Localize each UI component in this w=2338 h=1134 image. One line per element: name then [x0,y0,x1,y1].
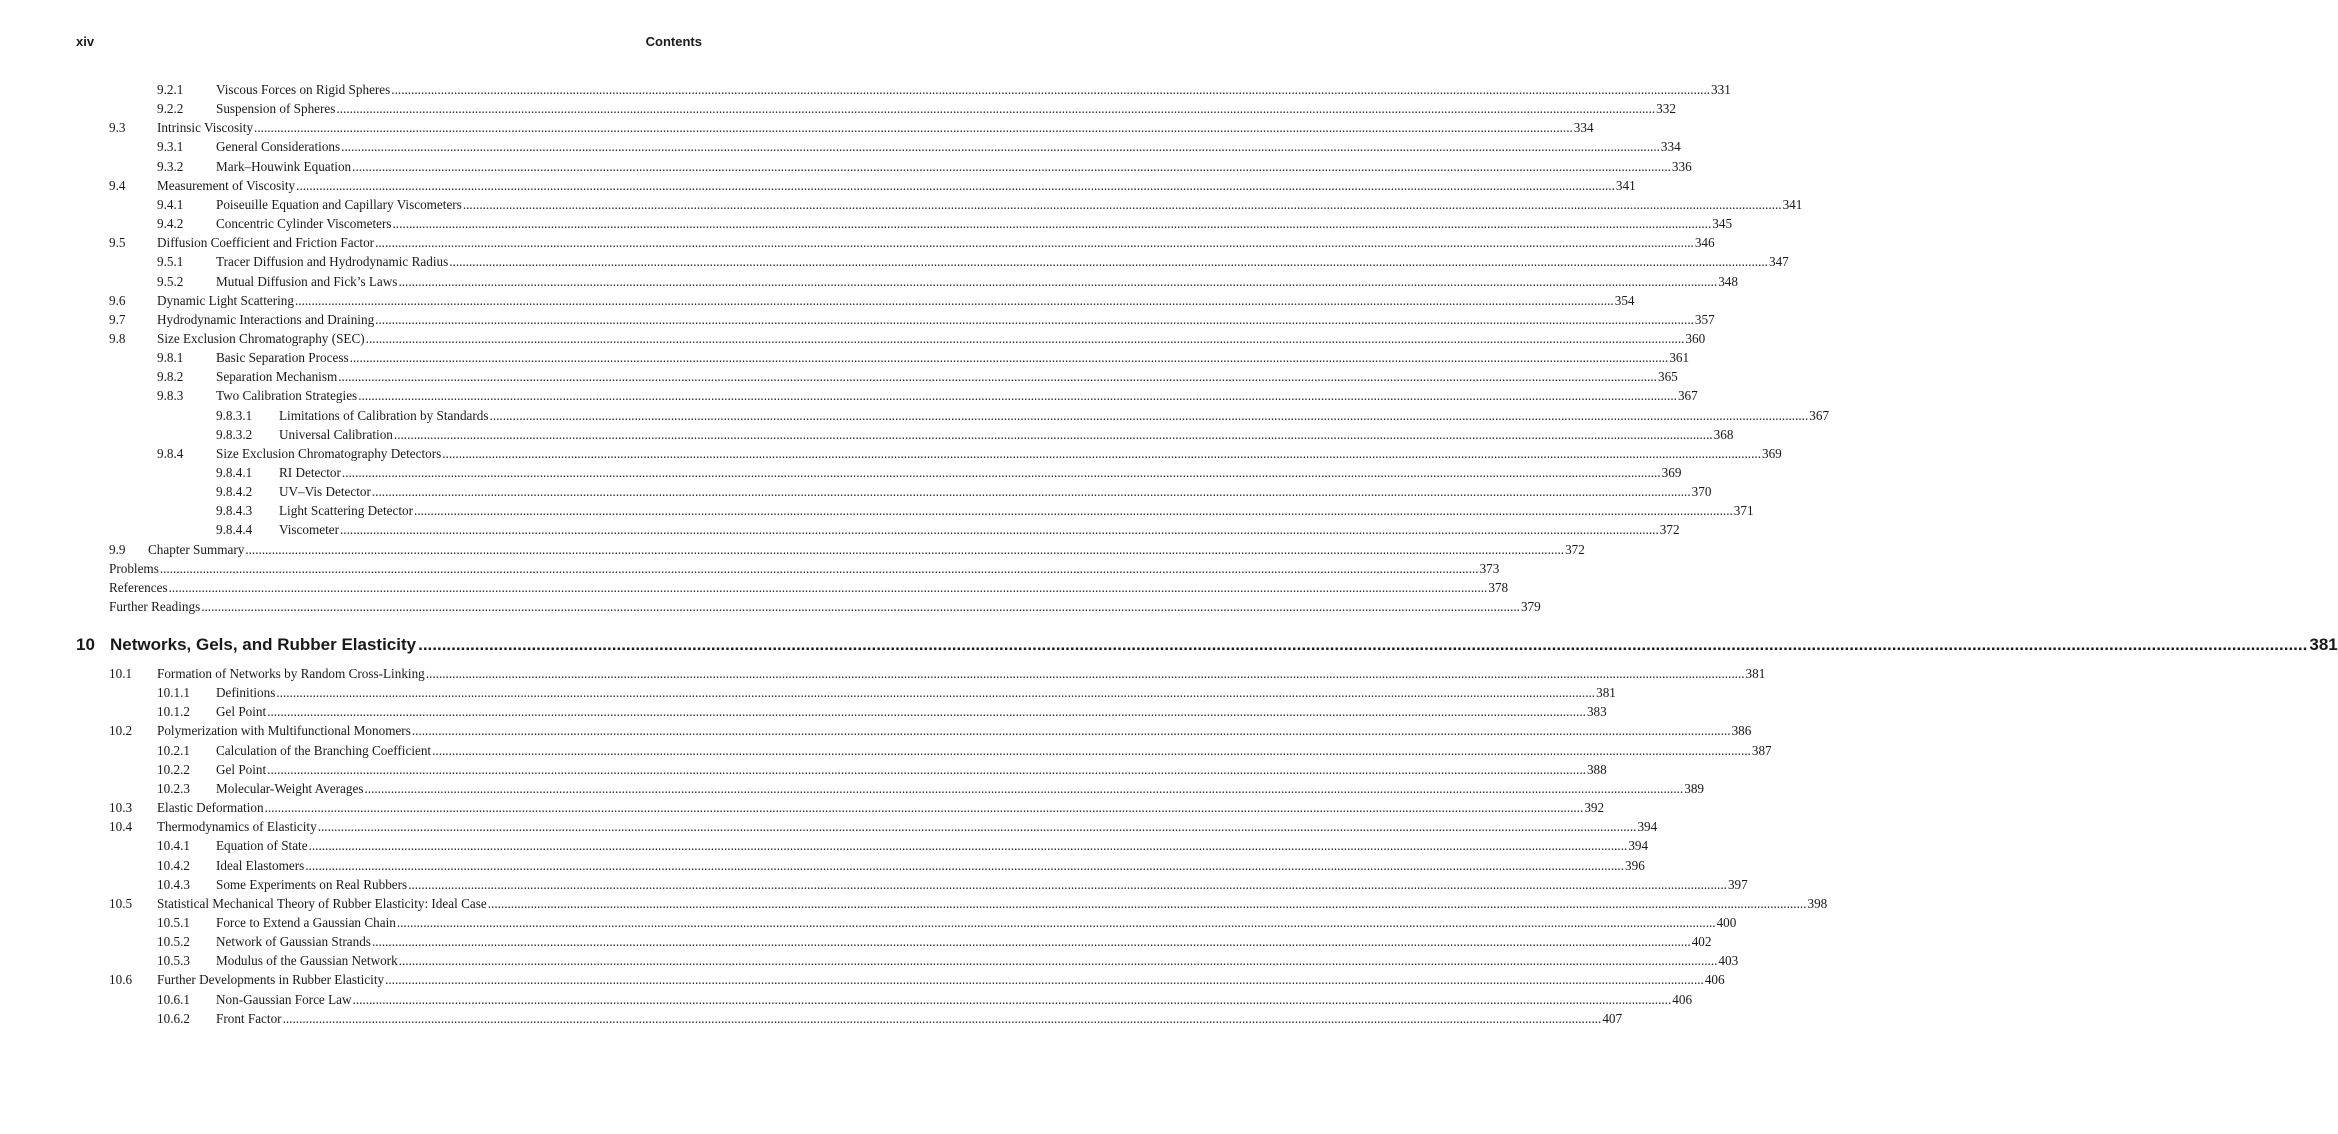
page-number-ref: 372 [1565,541,1585,557]
section-title: Problems [109,560,159,576]
toc-entry[interactable] [0,894,1828,913]
entry-leader [157,329,1706,348]
section-number: 10.2 [109,723,133,739]
dot-leader: ................................................................................................................................................................................................................................................................................................................................................................................................................ [305,857,1624,873]
section-number: 9.4.1 [157,196,184,212]
section-number: 9.8 [109,330,126,346]
entry-leader [216,348,1690,367]
dot-leader: ................................................................................................................................................................................................................................................................................................................................................................................................................ [462,196,1782,212]
chapter-number: 10 [76,635,95,654]
page-number-ref: 371 [1733,503,1754,519]
toc-entry[interactable] [0,683,1616,702]
page-number-ref: 397 [1727,876,1748,892]
dot-leader: ................................................................................................................................................................................................................................................................................................................................................................................................................ [371,484,1691,500]
dot-leader: ................................................................................................................................................................................................................................................................................................................................................................................................................ [296,177,1615,193]
section-number: 10.5 [109,895,133,911]
toc-entry[interactable] [0,578,1509,597]
entry-leader [216,99,1676,118]
toc-entry[interactable] [0,875,1748,894]
page-number-ref: 370 [1691,484,1712,500]
section-title: RI Detector [279,465,341,480]
dot-leader: ................................................................................................................................................................................................................................................................................................................................................................................................................ [308,838,1628,854]
toc-entry[interactable] [0,856,1645,875]
entry-leader [157,798,1605,817]
page-number-ref: 378 [1488,579,1509,595]
entry-leader [157,664,1766,683]
page-number-ref: 367 [1809,407,1830,423]
section-number: 9.3.1 [157,139,184,155]
page-number-ref: 403 [1718,953,1739,969]
section-title: Limitations of Calibration by Standards [279,407,489,423]
entry-leader [216,386,1698,405]
toc-entry[interactable] [0,501,1754,520]
dot-leader: ................................................................................................................................................................................................................................................................................................................................................................................................................ [442,445,1761,461]
section-number: 9.2.2 [157,101,184,117]
entry-leader [157,291,1635,310]
page-number-ref: 386 [1731,723,1752,739]
section-title: Size Exclusion Chromatography Detectors [216,445,442,461]
dot-leader: ................................................................................................................................................................................................................................................................................................................................................................................................................ [267,704,1586,720]
entry-leader [279,425,1734,444]
entry-leader [157,721,1752,740]
section-title: Measurement of Viscosity [157,177,296,193]
page-number-ref: 368 [1713,426,1734,442]
section-number: 10.2.1 [157,742,190,758]
section-title: Statistical Mechanical Theory of Rubber Elasticity: Ideal Case [157,895,487,911]
page-number-ref: 387 [1751,742,1772,758]
page-number-ref: 334 [1573,120,1594,136]
section-number: 9.8.4.4 [216,522,253,538]
entry-leader [216,951,1739,970]
entry-leader [216,272,1738,291]
entry-leader [216,913,1737,932]
entry-leader [216,214,1733,233]
toc-entry[interactable] [0,463,1682,482]
running-title: Contents [645,34,702,49]
page-number-ref: 406 [1672,991,1693,1007]
page-number-ref: 383 [1586,704,1607,720]
dot-leader: ................................................................................................................................................................................................................................................................................................................................................................................................................ [432,742,1751,758]
dot-leader: ................................................................................................................................................................................................................................................................................................................................................................................................................ [254,120,1573,136]
toc-entry[interactable] [0,233,1715,252]
section-number: 10.6 [109,972,133,988]
section-number: 9.9 [109,541,126,557]
section-title: Further Developments in Rubber Elasticity [157,972,385,988]
page-number-ref: 372 [1659,522,1680,538]
entry-leader [109,578,1509,597]
entry-leader [216,741,1772,760]
page-number-ref: 400 [1716,914,1737,930]
entry-leader [216,367,1678,386]
entry-leader [216,683,1616,702]
dot-leader: ................................................................................................................................................................................................................................................................................................................................................................................................................ [411,723,1731,739]
section-number: 9.8.4.2 [216,484,253,500]
section-number: 9.8.4.3 [216,503,253,519]
toc-entry[interactable] [0,348,1690,367]
dot-leader: ................................................................................................................................................................................................................................................................................................................................................................................................................ [282,1010,1602,1026]
page-number-ref: 365 [1657,369,1678,385]
toc-entry[interactable] [0,559,1500,578]
page-number-ref: 406 [1704,972,1725,988]
section-number: 9.2.1 [157,82,184,97]
dot-leader: ................................................................................................................................................................................................................................................................................................................................................................................................................ [393,426,1713,442]
toc-entry[interactable] [0,540,1585,559]
entry-leader [216,836,1649,855]
section-number: 10.3 [109,800,133,816]
chapter-page: 381 [2309,635,2338,654]
section-title: Tracer Diffusion and Hydrodynamic Radius [216,254,449,270]
entry-leader [216,779,1704,798]
dot-leader: ................................................................................................................................................................................................................................................................................................................................................................................................................ [352,158,1671,174]
dot-leader: ................................................................................................................................................................................................................................................................................................................................................................................................................ [408,876,1727,892]
page-number-ref: 402 [1691,934,1712,950]
entry-leader [109,559,1500,578]
section-number: 9.5.2 [157,273,184,289]
page-number-ref: 381 [1596,685,1616,701]
toc-entry[interactable] [0,721,1752,740]
section-number: 9.4 [109,177,126,193]
section-number: 9.8.4.1 [216,465,253,480]
page-number-ref: 334 [1660,139,1681,155]
section-title: Calculation of the Branching Coefficient [216,742,432,758]
entry-leader [148,540,1585,559]
toc-entry[interactable] [0,80,1731,99]
toc-entry[interactable] [0,367,1678,386]
page-number-ref: 331 [1711,82,1731,97]
dot-leader: ................................................................................................................................................................................................................................................................................................................................................................................................................ [341,465,1661,480]
section-number: 9.4.2 [157,216,184,232]
page-number-ref: 354 [1614,292,1635,308]
toc-entry[interactable] [0,913,1737,932]
toc-entry[interactable] [0,932,1712,951]
section-title: Thermodynamics of Elasticity [157,819,317,835]
dot-leader: ................................................................................................................................................................................................................................................................................................................................................................................................................ [168,579,1488,595]
page-number-ref: 346 [1694,235,1715,251]
page-number-ref: 396 [1625,857,1645,873]
dot-leader: ................................................................................................................................................................................................................................................................................................................................................................................................................ [245,541,1565,557]
entry-leader [216,760,1607,779]
entry-leader [216,195,1803,214]
toc-entry[interactable] [0,137,1681,156]
toc-entry[interactable] [0,118,1594,137]
page-number-ref: 388 [1586,761,1607,777]
chapter-leader [110,633,2338,657]
entry-leader [216,1009,1623,1028]
page-number-ref: 360 [1685,330,1706,346]
entry-leader [216,702,1607,721]
dot-leader: ................................................................................................................................................................................................................................................................................................................................................................................................................ [159,560,1479,576]
section-title: Separation Mechanism [216,369,338,385]
toc-entry[interactable] [0,291,1635,310]
toc-entry[interactable] [0,702,1607,721]
toc-entry[interactable] [0,664,1766,683]
section-number: 9.5 [109,235,126,251]
entry-leader [157,118,1594,137]
dot-leader: ................................................................................................................................................................................................................................................................................................................................................................................................................ [336,101,1656,117]
page-number-ref: 398 [1807,895,1828,911]
chapter-title: Networks, Gels, and Rubber Elasticity [110,635,417,654]
section-title: Front Factor [216,1010,282,1026]
section-number: 10.5.3 [157,953,190,969]
entry-leader [216,252,1789,271]
entry-leader [216,856,1645,875]
toc-entry[interactable] [0,329,1706,348]
page-number-ref: 348 [1718,273,1738,289]
section-title: Equation of State [216,838,308,854]
entry-leader [157,970,1725,989]
toc-entry[interactable] [0,760,1607,779]
entry-leader [216,875,1748,894]
section-number: 10.4 [109,819,133,835]
section-title: Basic Separation Process [216,350,349,366]
entry-leader [216,444,1782,463]
section-number: 10.4.1 [157,838,190,854]
section-number: 9.5.1 [157,254,184,270]
dot-leader: ................................................................................................................................................................................................................................................................................................................................................................................................................ [358,388,1677,404]
toc-entry[interactable] [0,444,1782,463]
entry-leader [157,817,1658,836]
page-number-ref: 379 [1520,599,1541,615]
toc-entry[interactable] [0,1009,1623,1028]
section-number: 10.2.2 [157,761,190,777]
dot-leader: ................................................................................................................................................................................................................................................................................................................................................................................................................ [392,216,1712,232]
toc-entry[interactable] [0,990,1693,1009]
section-number: 10.4.3 [157,876,190,892]
entry-leader [157,894,1828,913]
dot-leader: ................................................................................................................................................................................................................................................................................................................................................................................................................ [201,599,1520,615]
section-title: Mutual Diffusion and Fick’s Laws [216,273,398,289]
section-number: 9.7 [109,311,126,327]
page-number-ref: 345 [1712,216,1733,232]
page-number-ref: 407 [1602,1010,1623,1026]
section-title: Viscous Forces on Rigid Spheres [216,82,391,97]
section-title: Chapter Summary [148,541,245,557]
dot-leader: ................................................................................................................................................................................................................................................................................................................................................................................................................ [371,934,1691,950]
toc-entry[interactable] [0,970,1725,989]
toc-entry[interactable] [0,157,1692,176]
section-title: Molecular-Weight Averages [216,780,364,796]
toc-entry[interactable] [0,386,1698,405]
section-title: Two Calibration Strategies [216,388,358,404]
toc-entry[interactable] [0,836,1649,855]
section-title: Light Scattering Detector [279,503,414,519]
section-title: Network of Gaussian Strands [216,934,371,950]
section-number: 10.6.1 [157,991,190,1007]
dot-leader: ................................................................................................................................................................................................................................................................................................................................................................................................................ [338,369,1657,385]
page-number-ref: 332 [1656,101,1676,117]
entry-leader [157,310,1715,329]
page-number-ref: 367 [1677,388,1698,404]
section-number: 9.3 [109,120,126,136]
section-number: 10.6.2 [157,1010,190,1026]
dot-leader: ................................................................................................................................................................................................................................................................................................................................................................................................................ [487,895,1807,911]
dot-leader: ................................................................................................................................................................................................................................................................................................................................................................................................................ [340,522,1659,538]
section-title: Size Exclusion Chromatography (SEC) [157,330,365,346]
section-title: UV–Vis Detector [279,484,371,500]
section-title: Gel Point [216,704,267,720]
section-number: 10.1.2 [157,704,190,720]
section-number: 9.8.4 [157,445,184,461]
dot-leader: ................................................................................................................................................................................................................................................................................................................................................................................................................ [317,819,1637,835]
section-title: Polymerization with Multifunctional Monomers [157,723,411,739]
toc-entry[interactable] [0,176,1636,195]
dot-leader: ................................................................................................................................................................................................................................................................................................................................................................................................................ [385,972,1704,988]
page-number-ref: 394 [1628,838,1649,854]
dot-leader: ................................................................................................................................................................................................................................................................................................................................................................................................................ [264,800,1584,816]
page-number-ref: 341 [1615,177,1636,193]
page-number-ref: 361 [1669,350,1690,366]
dot-leader: ................................................................................................................................................................................................................................................................................................................................................................................................................ [365,330,1685,346]
section-title: Poiseuille Equation and Capillary Viscometers [216,196,462,212]
section-title: Mark–Houwink Equation [216,158,352,174]
section-title: Modulus of the Gaussian Network [216,953,398,969]
page-number-ref: 389 [1684,780,1704,796]
toc-entry[interactable] [0,99,1676,118]
section-title: Force to Extend a Gaussian Chain [216,914,396,930]
page-number-ref: 369 [1761,445,1782,461]
section-number: 10.1 [109,666,133,681]
section-title: Intrinsic Viscosity [157,120,254,136]
page-number-ref: 357 [1694,311,1715,327]
section-title: General Considerations [216,139,341,155]
dot-leader: ................................................................................................................................................................................................................................................................................................................................................................................................................ [267,761,1586,777]
page-number-ref: 392 [1584,800,1605,816]
section-title: Definitions [216,685,276,701]
page-number-ref: 347 [1768,254,1789,270]
page-number-ref: 369 [1661,465,1682,480]
entry-leader [279,482,1712,501]
section-number: 9.8.2 [157,369,184,385]
dot-leader: ................................................................................................................................................................................................................................................................................................................................................................................................................ [349,350,1669,366]
entry-leader [157,176,1636,195]
toc-entry[interactable] [0,520,1680,539]
toc-entry[interactable] [0,425,1734,444]
section-title: Elastic Deformation [157,800,264,816]
page-number: xiv [76,34,95,49]
dot-leader: ................................................................................................................................................................................................................................................................................................................................................................................................................ [341,139,1660,155]
section-title: Dynamic Light Scattering [157,292,294,308]
entry-leader [109,597,1541,616]
page-number-ref: 336 [1671,158,1692,174]
page-number-ref: 341 [1782,196,1803,212]
entry-leader [279,501,1754,520]
dot-leader: ................................................................................................................................................................................................................................................................................................................................................................................................................ [375,311,1694,327]
dot-leader: ................................................................................................................................................................................................................................................................................................................................................................................................................ [398,273,1718,289]
section-title: References [109,579,168,595]
page-header [76,34,702,52]
section-title: Some Experiments on Real Rubbers [216,876,408,892]
section-title: Ideal Elastomers [216,857,305,873]
dot-leader: ................................................................................................................................................................................................................................................................................................................................................................................................................ [364,780,1684,796]
toc-entry[interactable] [0,597,1541,616]
section-number: 9.8.3.1 [216,407,253,423]
section-title: Suspension of Spheres [216,101,336,117]
page-number-ref: 394 [1637,819,1658,835]
section-title: Further Readings [109,599,201,615]
dot-leader: ................................................................................................................................................................................................................................................................................................................................................................................................................ [352,991,1672,1007]
toc-entry[interactable] [0,272,1738,291]
toc-entry[interactable] [0,195,1803,214]
entry-leader [216,80,1731,99]
toc-entry[interactable] [0,779,1704,798]
toc-entry[interactable] [0,951,1739,970]
toc-entry[interactable] [0,741,1772,760]
section-title: Non-Gaussian Force Law [216,991,352,1007]
entry-leader [216,157,1692,176]
toc-entry[interactable] [0,252,1789,271]
toc-entry[interactable] [0,817,1658,836]
entry-leader [216,990,1693,1009]
section-title: Hydrodynamic Interactions and Draining [157,311,375,327]
section-number: 9.8.1 [157,350,184,366]
section-number: 9.8.3.2 [216,426,253,442]
toc-entry[interactable] [0,310,1715,329]
dot-leader: ................................................................................................................................................................................................................................................................................................................................................................................................................ [398,953,1718,969]
toc-entry[interactable] [0,798,1605,817]
entry-leader [279,520,1680,539]
dot-leader: ................................................................................................................................................................................................................................................................................................................................................................................................................ [449,254,1768,270]
section-title: Viscometer [279,522,339,538]
entry-leader [279,463,1682,482]
chapter-heading[interactable] [0,633,2338,657]
section-title: Diffusion Coefficient and Friction Factor [157,235,375,251]
entry-leader [216,932,1712,951]
toc-entry[interactable] [0,214,1733,233]
section-number: 10.5.2 [157,934,190,950]
section-number: 10.4.2 [157,857,190,873]
entry-leader [216,137,1681,156]
section-number: 10.2.3 [157,780,190,796]
section-title: Concentric Cylinder Viscometers [216,216,392,232]
section-title: Gel Point [216,761,267,777]
section-number: 9.6 [109,292,126,308]
section-number: 9.3.2 [157,158,184,174]
section-number: 10.5.1 [157,914,190,930]
dot-leader: ................................................................................................................................................................................................................................................................................................................................................................................................................ [418,635,2308,654]
dot-leader: ................................................................................................................................................................................................................................................................................................................................................................................................................ [391,82,1711,97]
entry-leader [157,233,1715,252]
toc-entry[interactable] [0,406,1830,425]
dot-leader: ................................................................................................................................................................................................................................................................................................................................................................................................................ [489,407,1809,423]
section-number: 10.1.1 [157,685,190,701]
dot-leader: ................................................................................................................................................................................................................................................................................................................................................................................................................ [276,685,1596,701]
dot-leader: ................................................................................................................................................................................................................................................................................................................................................................................................................ [425,666,1745,681]
section-number: 9.8.3 [157,388,184,404]
dot-leader: ................................................................................................................................................................................................................................................................................................................................................................................................................ [294,292,1614,308]
dot-leader: ................................................................................................................................................................................................................................................................................................................................................................................................................ [375,235,1694,251]
page-number-ref: 373 [1479,560,1500,576]
page-number-ref: 381 [1745,666,1766,681]
section-title: Formation of Networks by Random Cross-Linking [157,666,425,681]
section-title: Universal Calibration [279,426,393,442]
dot-leader: ................................................................................................................................................................................................................................................................................................................................................................................................................ [396,914,1716,930]
dot-leader: ................................................................................................................................................................................................................................................................................................................................................................................................................ [414,503,1733,519]
toc-entry[interactable] [0,482,1712,501]
entry-leader [279,406,1830,425]
